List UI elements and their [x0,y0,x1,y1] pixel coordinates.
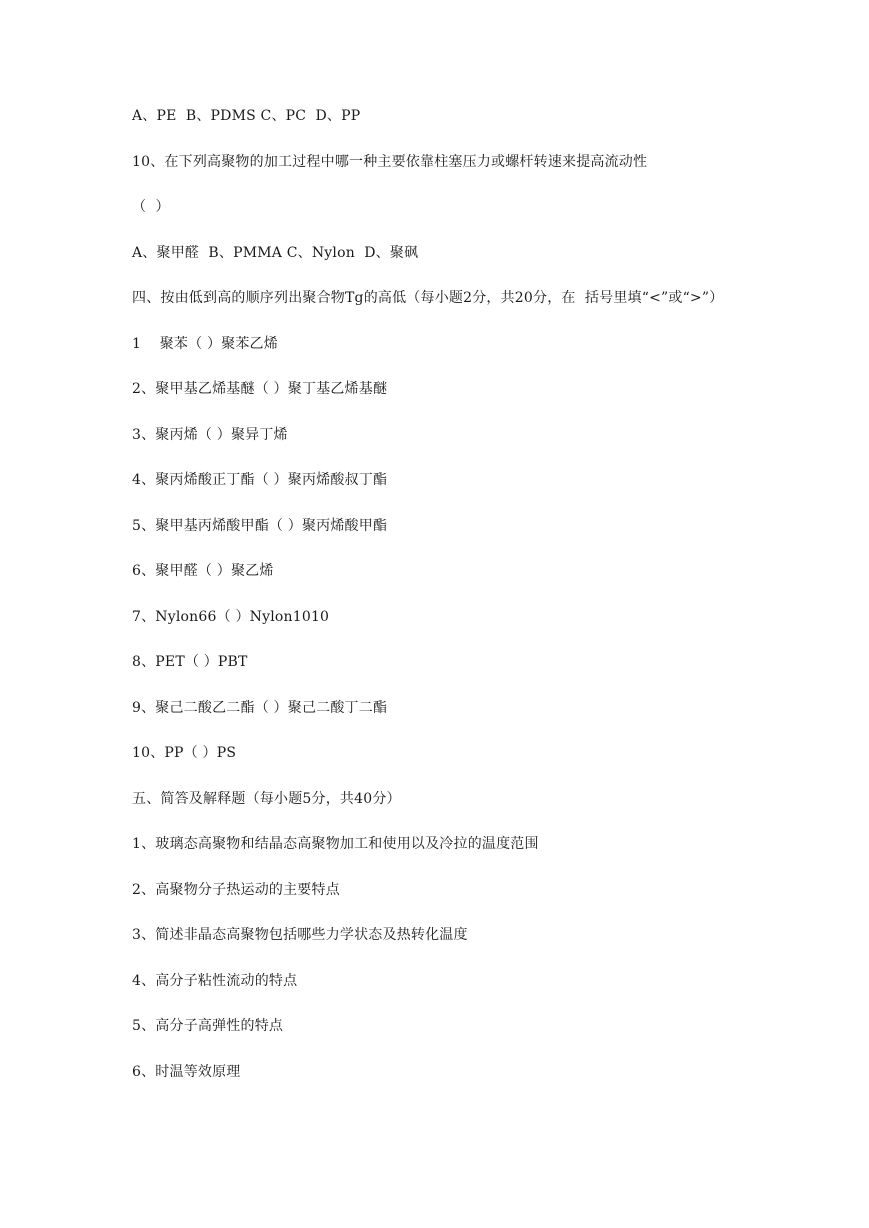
section5-item-3: 3、简述非晶态高聚物包括哪些力学状态及热转化温度 [132,927,468,943]
q10-options: A、聚甲醛 B、PMMA C、Nylon D、聚砜 [132,245,419,261]
section4-item-5: 5、聚甲基丙烯酸甲酯（ ）聚丙烯酸甲酯 [132,518,388,534]
section4-item-4: 4、聚丙烯酸正丁酯（ ）聚丙烯酸叔丁酯 [132,472,388,488]
section4-title: 四、按由低到高的顺序列出聚合物Tg的高低（每小题2分，共20分，在 括号里填“<”或“>”） [132,290,724,306]
section4-item-6: 6、聚甲醛（ ）聚乙烯 [132,563,274,579]
q9-options: A、PE B、PDMS C、PC D、PP [132,108,361,124]
q10-answer-bracket: （ ） [132,199,170,215]
section4-item-3: 3、聚丙烯（ ）聚异丁烯 [132,427,288,443]
section5-item-6: 6、时温等效原理 [132,1064,241,1080]
section5-item-4: 4、高分子粘性流动的特点 [132,973,298,989]
section4-item-2: 2、聚甲基乙烯基醚（ ）聚丁基乙烯基醚 [132,381,388,397]
section4-item-7: 7、Nylon66（ ）Nylon1010 [132,609,330,625]
section4-item-9: 9、聚己二酸乙二酯（ ）聚己二酸丁二酯 [132,700,388,716]
section4-item-10: 10、PP（ ）PS [132,745,237,761]
section5-title: 五、简答及解释题（每小题5分，共40分） [132,791,401,807]
q10-question: 10、在下列高聚物的加工过程中哪一种主要依靠柱塞压力或螺杆转速来提高流动性 [132,154,648,170]
section4-item-1: 1 聚苯（ ）聚苯乙烯 [132,336,278,352]
section5-item-5: 5、高分子高弹性的特点 [132,1018,284,1034]
section4-item-8: 8、PET（ ）PBT [132,654,248,670]
section5-item-2: 2、高聚物分子热运动的主要特点 [132,882,340,898]
section5-item-1: 1、玻璃态高聚物和结晶态高聚物加工和使用以及冷拉的温度范围 [132,836,539,852]
